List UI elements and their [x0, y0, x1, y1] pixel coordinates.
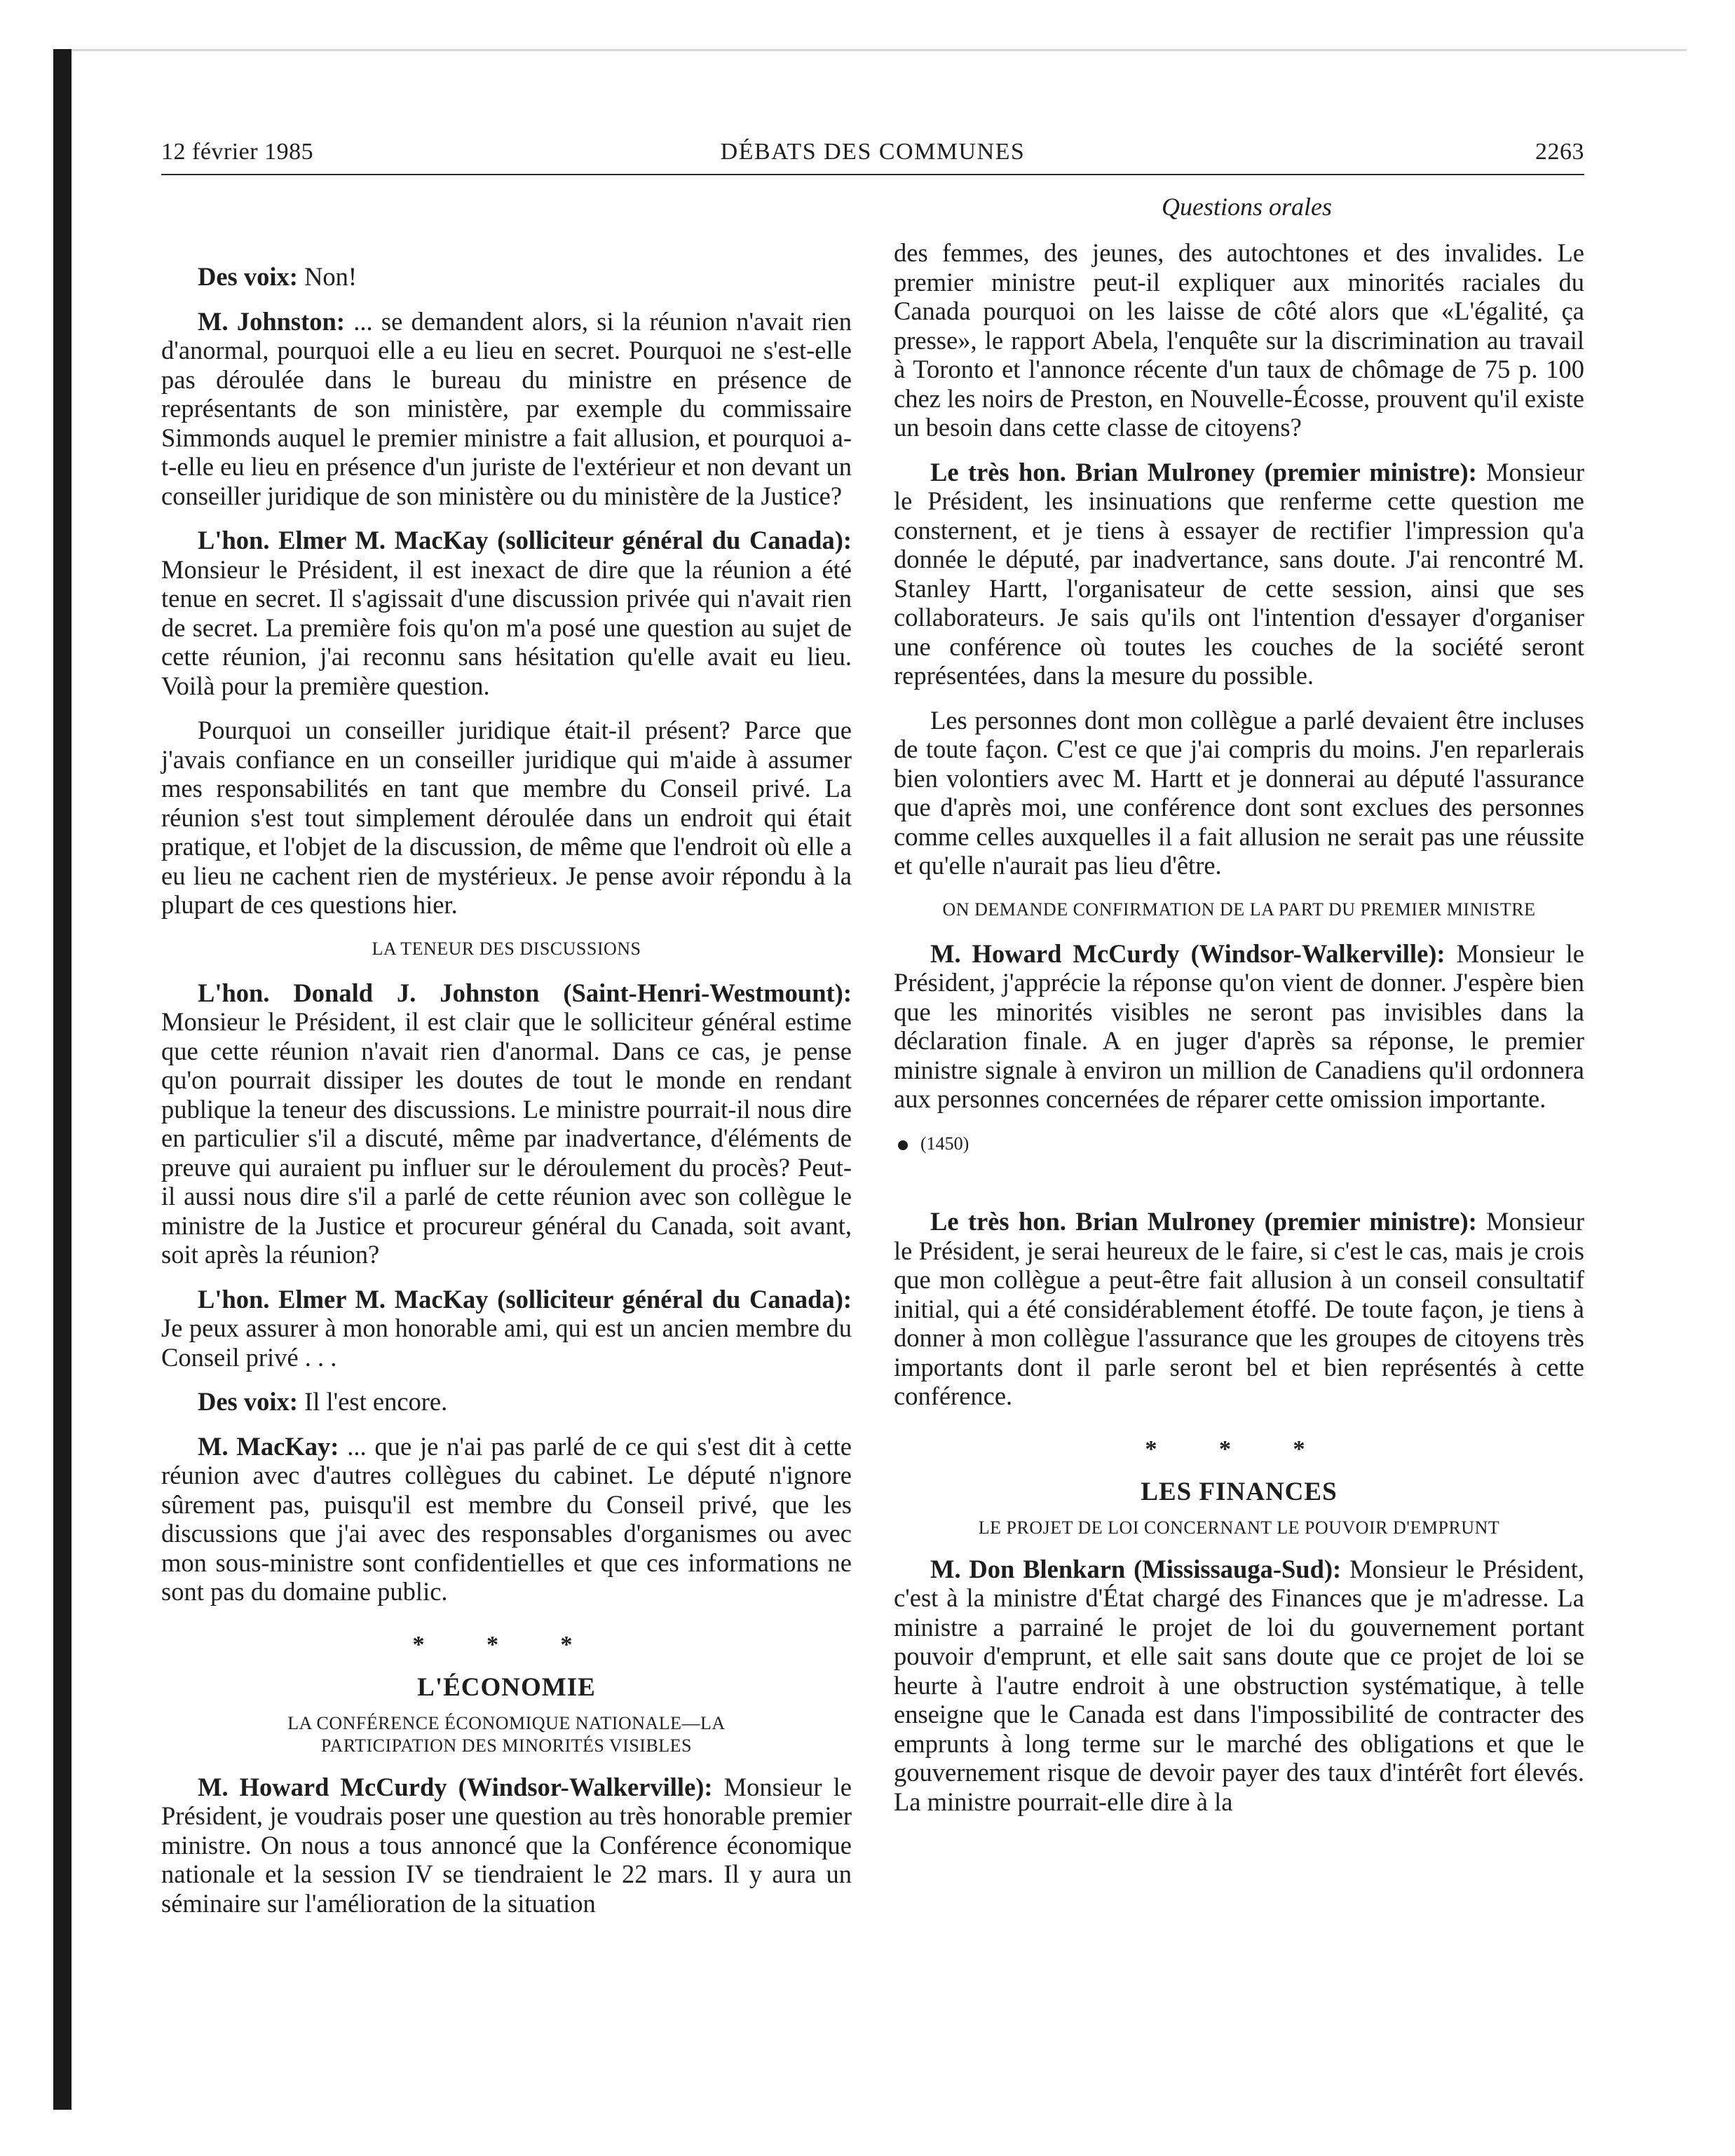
paragraph	[161, 307, 852, 511]
section-heading: L'ÉCONOMIE	[417, 1673, 596, 1702]
paragraph	[894, 1207, 1584, 1411]
paragraph	[161, 1432, 852, 1606]
speaker-name: Des voix:	[198, 262, 298, 291]
section-label: Questions orales	[1162, 193, 1332, 221]
speech-text: Monsieur le Président, c'est à la ministre d'État chargé des Finances que je m'adresse. La ministre a parrainé le projet de loi du gouvernement portant pouvoir d'emprunt, et elle sait sans doute que ce projet de loi se heurte à l'autre endroit à une obstruction systématique, à telle enseigne que le Canada est dans l'impossibilité de contracter des emprunts à long terme sur le marché des obligations et que le gouvernement risque de devoir payer des taux d'intérêt fort élevés. La ministre pourrait-elle dire à la	[894, 1554, 1585, 1816]
speaker-name: Le très hon. Brian Mulroney (premier ministre):	[930, 1207, 1477, 1236]
subheading: LE PROJET DE LOI CONCERNANT LE POUVOIR D'EMPRUNT	[978, 1517, 1500, 1538]
header-publication: DÉBATS DES COMMUNES	[720, 139, 1026, 165]
speech-text: Monsieur le Président, il est clair que le solliciteur général estime que cette réunion n'avait rien d'anormal. Dans ce cas, je pense qu'on pourrait dissiper les doutes de tout le monde en rendant publique la teneur des discussions. Le ministre pourrait-il nous dire en particulier s'il a discuté, même par inadvertance, d'éléments de preuve qui auraient pu influer sur le déroulement du procès? Peut-il aussi nous dire s'il a parlé de cette réunion avec son collègue le ministre de la Justice et procureur général du Canada, soit avant, soit après la réunion?	[161, 1007, 852, 1269]
speaker-name: L'hon. Elmer M. MacKay (solliciteur général du Canada):	[198, 1284, 852, 1314]
speaker-name: M. Howard McCurdy (Windsor-Walkerville):	[930, 939, 1445, 968]
header-date: 12 février 1985	[161, 139, 314, 165]
section-separator: * * *	[1145, 1435, 1333, 1462]
document-page	[161, 133, 1584, 2096]
paragraph	[894, 458, 1584, 690]
paragraph	[161, 716, 852, 920]
header-rule	[161, 174, 1584, 175]
speech-text: Non!	[297, 262, 358, 291]
header-page-number: 2263	[1535, 139, 1584, 165]
paragraph	[161, 978, 852, 1269]
speaker-name: M. MacKay:	[198, 1431, 339, 1461]
timestamp-text: (1450)	[920, 1133, 969, 1154]
speech-text: Monsieur le Président, je voudrais poser une question au très honorable premier ministre. On nous a tous annoncé que la Conférence économique nationale et la session IV se tiendraient le 22 mars. Il y aura un séminaire sur l'amélioration de la situation	[161, 1772, 852, 1918]
paragraph	[894, 939, 1584, 1114]
scan-edge	[53, 49, 1687, 51]
right-column	[894, 238, 1584, 1831]
paragraph	[161, 1285, 852, 1372]
speaker-name: L'hon. Donald J. Johnston (Saint-Henri-Westmount):	[198, 978, 852, 1007]
speaker-name: M. Johnston:	[198, 306, 345, 336]
speaker-name: M. Howard McCurdy (Windsor-Walkerville):	[198, 1772, 713, 1801]
speech-text: Monsieur le Président, j'apprécie la réponse qu'on vient de donner. J'espère bien que les minorités visibles ne seront pas invisibles dans la déclaration finale. A en juger d'après sa réponse, le premier ministre signale à environ un million de Canadiens qu'il ordonnera aux personnes concernées de réparer cette omission importante.	[894, 939, 1585, 1113]
paragraph	[161, 262, 852, 292]
speech-text: Pourquoi un conseiller juridique était-il présent? Parce que j'avais confiance en un conseiller juridique qui m'aide à assumer mes responsabilités en tant que membre du Conseil privé. La réunion s'est tout simplement déroulée dans un endroit qui était pratique, et l'objet de la discussion, de même que l'endroit où elle a eu lieu ne cachent rien de mystérieux. Je pense avoir répondu à la plupart de ces questions hier.	[161, 716, 852, 919]
paragraph	[894, 1555, 1584, 1817]
speech-text: Monsieur le Président, je serai heureux de le faire, si c'est le cas, mais je crois que mon collègue a peut-être fait allusion à un conseil consultatif initial, qui a été considérablement étoffé. De toute façon, je tiens à donner à mon collègue l'assurance que les groupes de citoyens très importants dont il parle seront bel et bien représentés à cette conférence.	[894, 1207, 1585, 1410]
paragraph	[894, 238, 1584, 442]
speech-text: Les personnes dont mon collègue a parlé devaient être incluses de toute façon. C'est ce que j'ai compris du moins. J'en reparlerais bien volontiers avec M. Hartt et je donnerai au député l'assurance que d'après moi, une conférence dont sont exclues des personnes comme celles auxquelles il a fait allusion ne serait pas une réussite et qu'elle n'aurait pas lieu d'être.	[894, 705, 1584, 880]
speech-text: Je peux assurer à mon honorable ami, qui est un ancien membre du Conseil privé . . .	[161, 1314, 852, 1372]
paragraph	[894, 706, 1584, 880]
speech-text: ... que je n'ai pas parlé de ce qui s'est dit à cette réunion avec d'autres collègues du cabinet. Le député n'ignore sûrement pas, puisqu'il est membre du Conseil privé, que les discussions que j'ai avec des responsables d'organismes ou avec mon sous-ministre sont confidentielles et que ces informations ne sont pas du domaine public.	[161, 1431, 852, 1606]
speaker-name: M. Don Blenkarn (Mississauga-Sud):	[930, 1554, 1342, 1583]
subheading: LA CONFÉRENCE ÉCONOMIQUE NATIONALE—LA PARTICIPATION DES MINORITÉS VISIBLES	[287, 1712, 726, 1756]
speech-text: Monsieur le Président, il est inexact de dire que la réunion a été tenue en secret. Il s'agissait d'une discussion privée qui n'avait rien de secret. La première fois qu'on m'a posé une question au sujet de cette réunion, j'ai reconnu sans hésitation qu'elle avait eu lieu. Voilà pour la première question.	[161, 554, 852, 700]
running-header	[161, 133, 1584, 168]
speech-text: Monsieur le Président, les insinuations que renferme cette question me consternent, et je tiens à essayer de rectifier l'impression qu'a donnée le député, par inadvertance, sans doute. J'ai rencontré M. Stanley Hartt, l'organisateur de cette session, ainsi que ses collaborateurs. Je sais qu'ils ont l'intention d'essayer d'organiser une conférence où toutes les couches de la société seront représentées, dans la mesure du possible.	[894, 457, 1585, 690]
paragraph	[161, 1387, 852, 1417]
speaker-name: Le très hon. Brian Mulroney (premier ministre):	[930, 457, 1477, 486]
speech-text: ... se demandent alors, si la réunion n'avait rien d'anormal, pourquoi elle a eu lieu en secret. Pourquoi ne s'est-elle pas déroulée dans le bureau du ministre en présence de représentants de son ministère, par exemple du commissaire Simmonds auquel le premier ministre a fait allusion, et pourquoi a-t-elle eu lieu en présence d'un juriste de l'extérieur et non devant un conseiller juridique de son ministère ou du ministère de la Justice?	[161, 306, 852, 510]
timestamp-marker	[898, 1129, 1584, 1159]
speaker-name: L'hon. Elmer M. MacKay (solliciteur général du Canada):	[198, 526, 852, 554]
subheading: ON DEMANDE CONFIRMATION DE LA PART DU PREMIER MINISTRE	[942, 899, 1536, 920]
section-separator: * * *	[412, 1631, 601, 1658]
speech-text: des femmes, des jeunes, des autochtones et des invalides. Le premier ministre peut-il expliquer aux minorités raciales du Canada pourquoi on les laisse de côté alors que «L'égalité, ça presse», le rapport Abela, l'enquête sur la discrimination au travail à Toronto et l'annonce récente d'un taux de chômage de 75 p. 100 chez les noirs de Preston, en Nouvelle-Écosse, prouvent qu'il existe un besoin dans cette classe de citoyens?	[894, 238, 1584, 442]
speech-text: Il l'est encore.	[297, 1387, 448, 1416]
subheading: LA TENEUR DES DISCUSSIONS	[372, 938, 641, 959]
bullet-icon	[898, 1140, 908, 1150]
left-column	[161, 238, 852, 1933]
scan-binding-edge	[53, 49, 72, 2110]
paragraph	[161, 526, 852, 700]
speaker-name: Des voix:	[198, 1387, 298, 1416]
paragraph	[161, 1773, 852, 1918]
section-heading: LES FINANCES	[1141, 1478, 1338, 1506]
